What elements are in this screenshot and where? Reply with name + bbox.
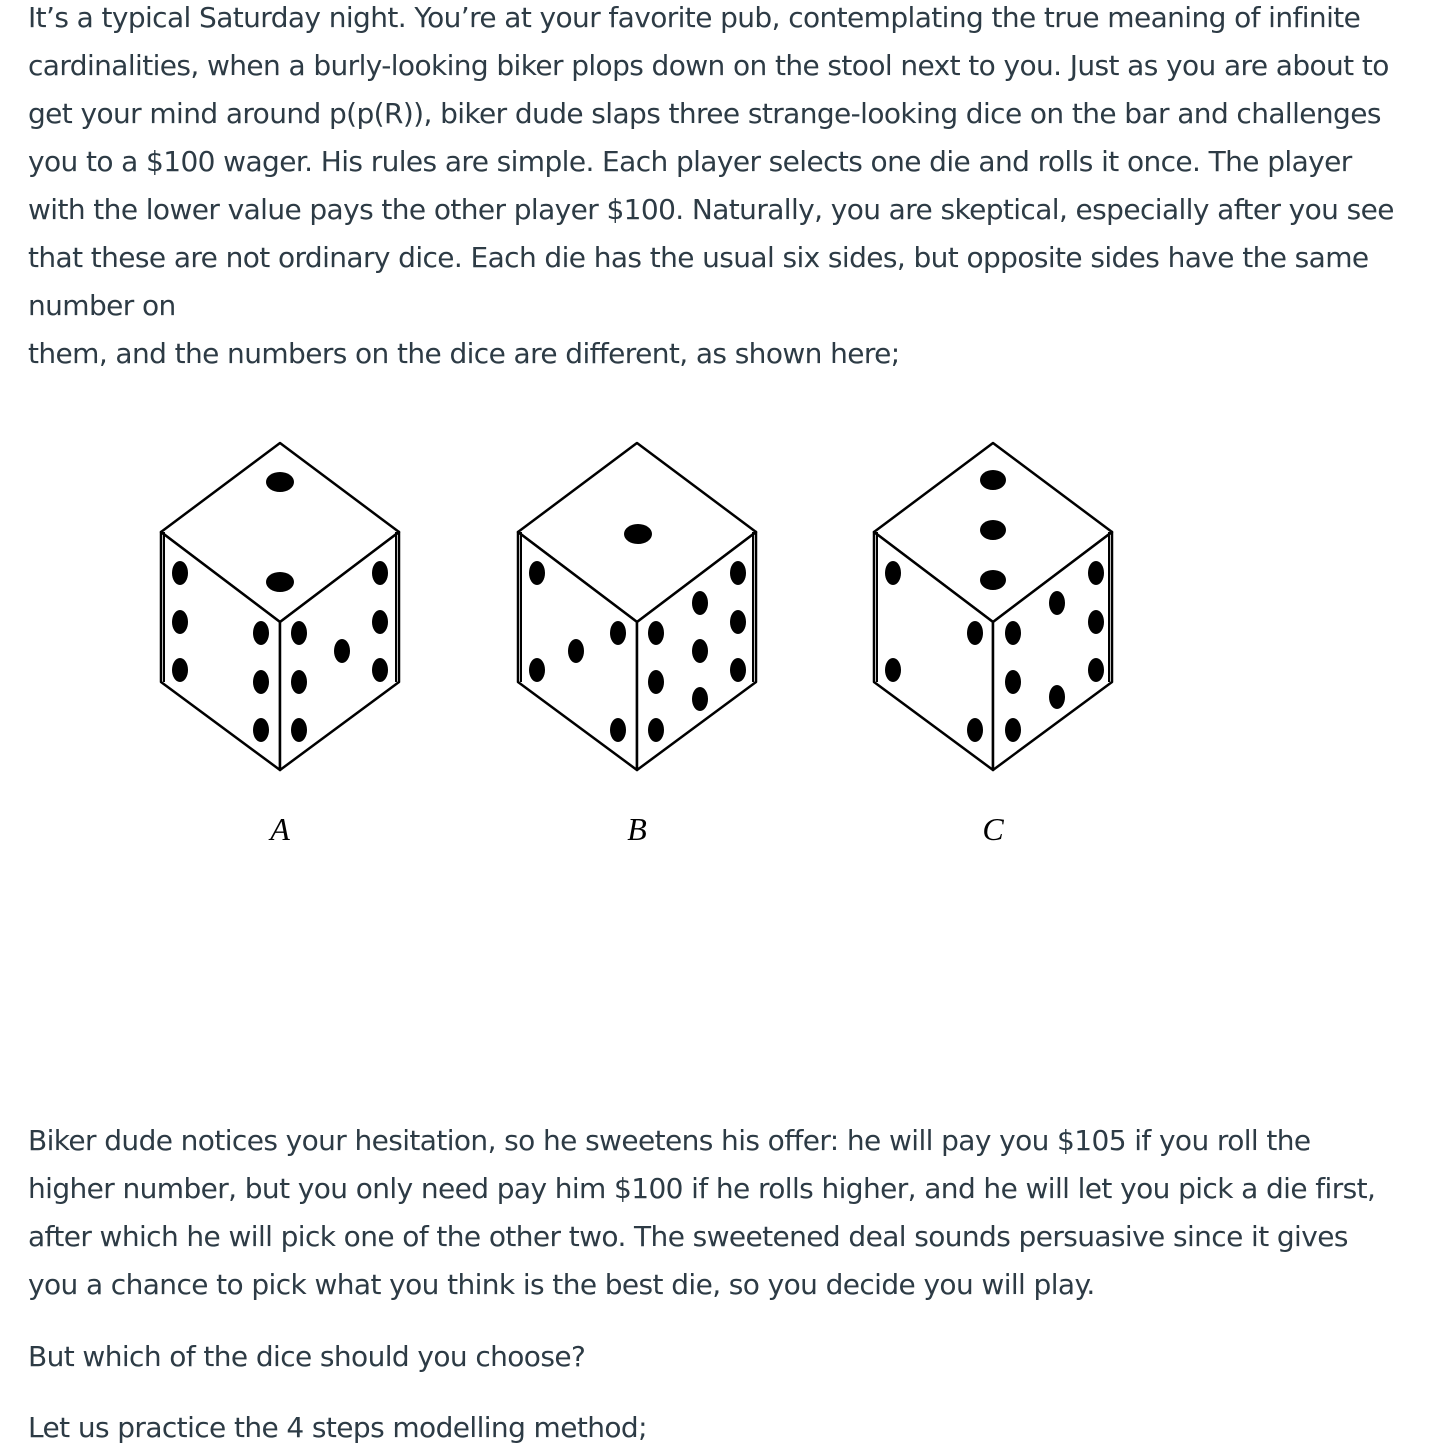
intro-line: with the lower value pays the other player $100. Naturally, you are skeptical, especially after you see (28, 193, 1394, 226)
intro-line: that these are not ordinary dice. Each die has the usual six sides, but opposite sides have the same (28, 241, 1369, 274)
pip (291, 621, 307, 645)
pip (648, 621, 664, 645)
pip (967, 718, 983, 742)
intro-line: get your mind around p(p(R)), biker dude slaps three strange-looking dice on the bar and challenges (28, 97, 1381, 130)
pip (980, 470, 1006, 490)
pip (253, 670, 269, 694)
pip (253, 718, 269, 742)
intro-paragraph (28, 0, 1428, 378)
pip (1049, 685, 1065, 709)
offer-line: after which he will pick one of the other two. The sweetened deal sounds persuasive since it gives (28, 1220, 1348, 1253)
intro-line: you to a $100 wager. His rules are simple. Each player selects one die and rolls it once. The player (28, 145, 1352, 178)
pip (172, 610, 188, 634)
offer-line: you a chance to pick what you think is the best die, so you decide you will play. (28, 1268, 1095, 1301)
pip (648, 718, 664, 742)
pip (1088, 610, 1104, 634)
die-label-c: C (982, 811, 1004, 847)
pip (1005, 718, 1021, 742)
pip (372, 610, 388, 634)
question-text: But which of the dice should you choose? (28, 1340, 586, 1373)
pip (253, 621, 269, 645)
pip (730, 658, 746, 682)
dice-figure (0, 430, 1452, 860)
pip (266, 572, 294, 592)
pip (266, 472, 294, 492)
pip (291, 718, 307, 742)
die-label-b: B (627, 811, 647, 847)
die-c (874, 443, 1112, 847)
pip (1088, 561, 1104, 585)
pip (334, 639, 350, 663)
pip (1005, 621, 1021, 645)
pip (624, 524, 652, 544)
pip (730, 561, 746, 585)
intro-line: number on (28, 289, 176, 322)
pip (730, 610, 746, 634)
pip (610, 718, 626, 742)
pip (172, 658, 188, 682)
offer-line: Biker dude notices your hesitation, so he sweetens his offer: he will pay you $105 if you roll the (28, 1124, 1311, 1157)
offer-paragraph (28, 1117, 1428, 1309)
closing-paragraph (28, 1404, 1428, 1452)
offer-line: higher number, but you only need pay him $100 if he rolls higher, and he will let you pick a die first, (28, 1172, 1376, 1205)
pip (885, 658, 901, 682)
pip (372, 658, 388, 682)
pip (568, 639, 584, 663)
pip (885, 561, 901, 585)
pip (980, 520, 1006, 540)
intro-line: them, and the numbers on the dice are different, as shown here; (28, 337, 900, 370)
closing-text: Let us practice the 4 steps modelling method; (28, 1411, 647, 1444)
intro-line: It’s a typical Saturday night. You’re at your favorite pub, contemplating the true meaning of infinite (28, 1, 1361, 34)
pip (291, 670, 307, 694)
pip (980, 570, 1006, 590)
pip (610, 621, 626, 645)
pip (1088, 658, 1104, 682)
pip (529, 561, 545, 585)
die-b-top-pips (624, 524, 652, 544)
question-paragraph (28, 1333, 1428, 1381)
pip (648, 670, 664, 694)
pip (967, 621, 983, 645)
die-label-a: A (270, 811, 290, 847)
pip (172, 561, 188, 585)
pip (692, 639, 708, 663)
pip (529, 658, 545, 682)
pip (692, 591, 708, 615)
pip (1049, 591, 1065, 615)
pip (692, 687, 708, 711)
die-b (518, 443, 756, 847)
pip (372, 561, 388, 585)
intro-line: cardinalities, when a burly-looking biker plops down on the stool next to you. Just as you are about to (28, 49, 1389, 82)
die-a (161, 443, 399, 847)
pip (1005, 670, 1021, 694)
